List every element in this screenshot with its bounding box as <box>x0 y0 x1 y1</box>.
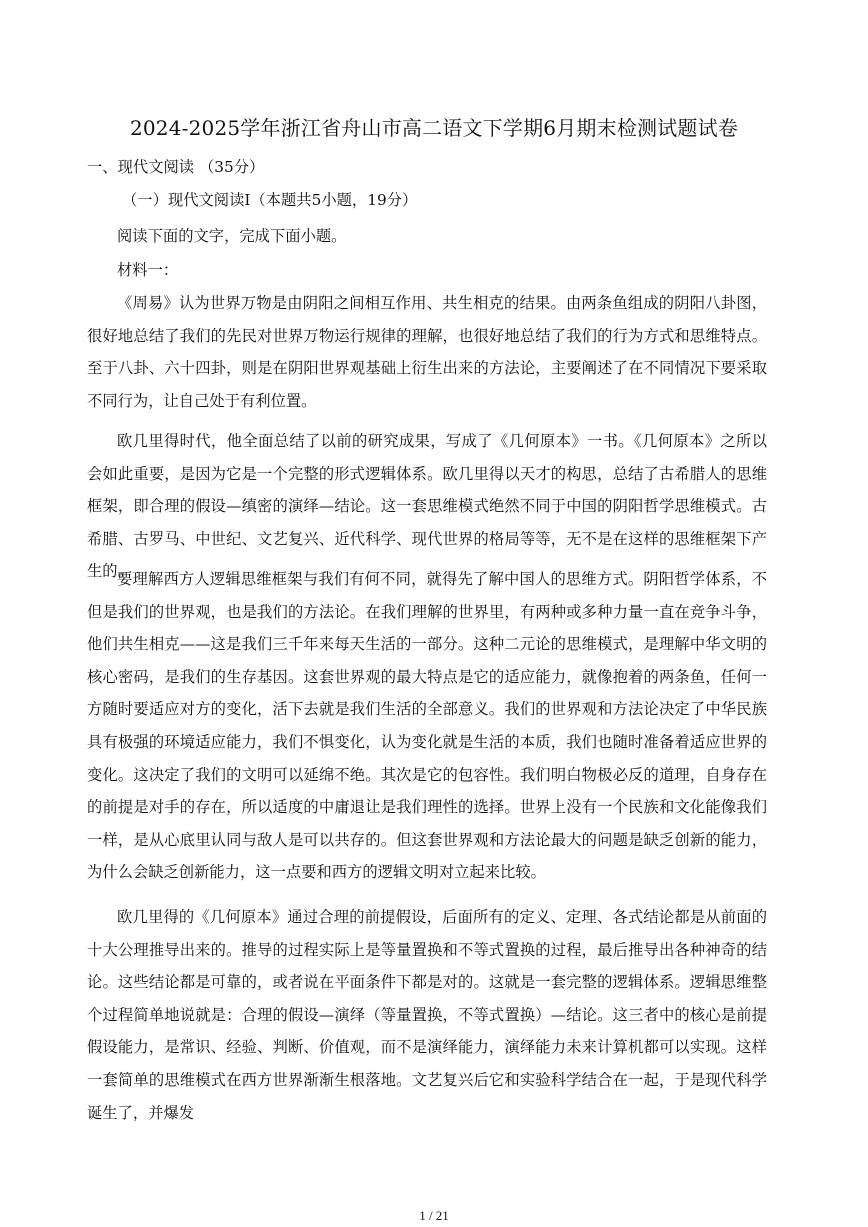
reading-instruction: 阅读下面的文字，完成下面小题。 <box>117 227 347 245</box>
document-title: 2024-2025学年浙江省舟山市高二语文下学期6月期末检测试题试卷 <box>129 116 739 140</box>
paragraph-yinyang-thinking: 要理解西方人逻辑思维框架与我们有何不同，就得先了解中国人的思维方式。阴阳哲学体系，不但是我们的世界观，也是我们的方法论。在我们理解的世界里，有两种或多种力量一直在竞争斗争，他们共生相克——这是我们三千年来每天生活的一部分。这种二元论的思维模式，是理解中华文明的核心密码，是我们的生存基因。这套世界观的最大特点是它的适应能力，就像抱着的两条鱼，任何一方随时要适应对方的变化，活下去就是我们生活的全部意义。我们的世界观和方法论决定了中华民族具有极强的环境适应能力，我们不惧变化，认为变化就是生活的本质，我们也随时准备着适应世界的变化。这决定了我们的文明可以延绵不绝。其次是它的包容性。我们明白物极必反的道理，自身存在的前提是对手的存在，所以适度的中庸退让是我们理性的选择。世界上没有一个民族和文化能像我们一样，是从心底里认同与敌人是可以共存的。但这套世界观和方法论最大的问题是缺乏创新的能力，为什么会缺乏创新能力，这一点要和西方的逻辑文明对立起来比较。 <box>87 570 767 882</box>
section-heading: 一、现代文阅读 （35分） <box>87 158 265 176</box>
paragraph-euclid-era: 欧几里得时代，他全面总结了以前的研究成果，写成了《几何原本》一书。《几何原本》之所以会如此重要，是因为它是一个完整的形式逻辑体系。欧几里得以天才的构思，总结了古希腊人的思维框架，即合理的假设—缜密的演绎—结论。这一套思维模式绝然不同于中国的阴阳哲学思维模式。古希腊、古罗马、中世纪、文艺复兴、近代科学、现代世界的格局等等，无不是在这样的思维框架下产生的。 <box>87 432 767 581</box>
subsection-heading: （一）现代文阅读Ⅰ（本题共5小题，19分） <box>122 191 418 209</box>
page-number: 1 / 21 <box>419 1208 449 1223</box>
material-label: 材料一： <box>117 261 179 279</box>
paragraph-zhouyi: 《周易》认为世界万物是由阴阳之间相互作用、共生相克的结果。由两条鱼组成的阴阳八卦图，很好地总结了我们的先民对世界万物运行规律的理解，也很好地总结了我们的行为方式和思维特点。至于八卦、六十四卦，则是在阴阳世界观基础上衍生出来的方法论，主要阐述了在不同情况下要采取不同行为，让自己处于有利位置。 <box>87 294 767 410</box>
paragraph-elements-logic: 欧几里得的《几何原本》通过合理的前提假设，后面所有的定义、定理、各式结论都是从前面的十大公理推导出来的。推导的过程实际上是等量置换和不等式置换的过程，最后推导出各种神奇的结论。这些结论都是可靠的，或者说在平面条件下都是对的。这就是一套完整的逻辑体系。逻辑思维整个过程简单地说就是：合理的假设—演绎（等量置换，不等式置换）—结论。这三者中的核心是前提假设能力，是常识、经验、判断、价值观，而不是演绎能力，演绎能力未来计算机都可以实现。这样一套简单的思维模式在西方世界渐渐生根落地。文艺复兴后它和实验科学结合在一起，于是现代科学诞生了，并爆发 <box>87 908 767 1122</box>
